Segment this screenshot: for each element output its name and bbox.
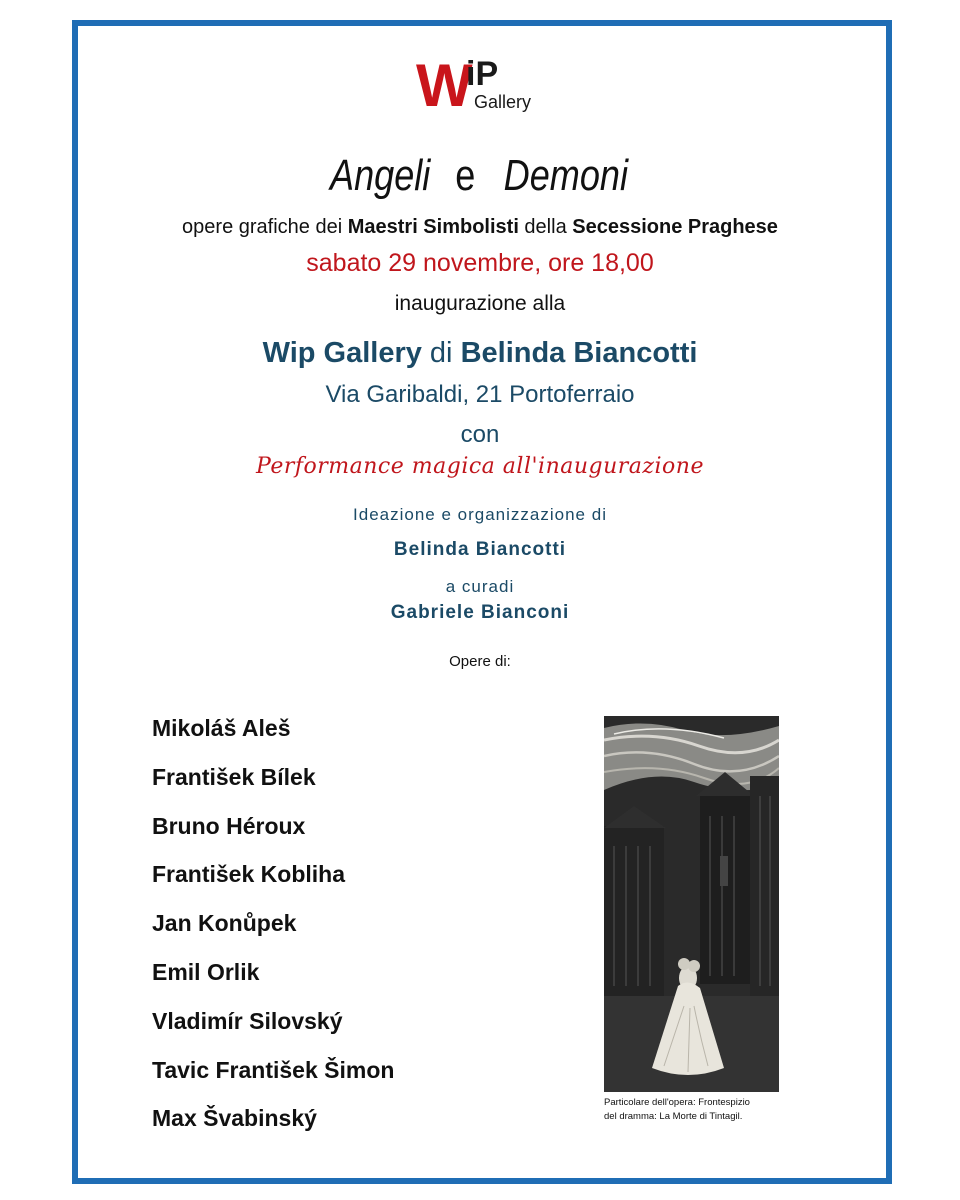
curator-label: a curadi [445, 577, 515, 596]
caption-line-1: Particolare dell'opera: Frontespizio [604, 1097, 750, 1108]
subtitle-bold-2: Secessione Praghese [572, 216, 778, 238]
artist-item: Mikoláš Aleš [152, 715, 291, 741]
venue-owner: Belinda Biancotti [460, 337, 698, 369]
wip-gallery-logo [416, 52, 546, 119]
title-connector: e [455, 151, 476, 200]
artist-item: Jan Konůpek [152, 910, 297, 937]
subtitle-text-1: opere grafiche dei [182, 216, 348, 238]
subtitle-text-2: della [518, 216, 573, 238]
artist-list [152, 710, 394, 1149]
artist-item: František Bílek [152, 763, 316, 790]
works-label: Opere di: [449, 653, 511, 670]
title-angeli: Angeli [329, 151, 430, 200]
venue-address: Via Garibaldi, 21 Portoferraio [325, 381, 635, 408]
logo-letters-ip: iP [466, 55, 499, 93]
performance-text: Performance magica all'inaugurazione [256, 454, 704, 479]
con-text: con [460, 421, 500, 448]
venue-line [0, 335, 960, 371]
inauguration-text: inaugurazione alla [394, 292, 566, 315]
artist-item: František Kobliha [152, 861, 345, 888]
exhibition-subtitle [0, 214, 960, 240]
artwork-caption [604, 1096, 804, 1124]
artwork-illustration [604, 716, 779, 1092]
artist-item: Max Švabinský [152, 1105, 317, 1132]
subtitle-bold-1: Maestri Simbolisti [347, 216, 519, 238]
event-date: sabato 29 novembre, ore 18,00 [306, 249, 654, 277]
venue-connector: di [421, 337, 461, 369]
exhibition-title [0, 148, 960, 204]
organization-label: Ideazione e organizzazione di [353, 505, 607, 524]
logo-gallery-text: Gallery [474, 92, 532, 112]
artist-item: Bruno Héroux [152, 812, 306, 839]
organizer-name: Belinda Biancotti [393, 539, 567, 560]
caption-line-2: del dramma: La Morte di Tintagil. [604, 1111, 743, 1122]
artist-item: Tavic František Šimon [152, 1056, 395, 1083]
curator-name: Gabriele Bianconi [390, 602, 570, 623]
title-demoni: Demoni [503, 151, 628, 200]
venue-name: Wip Gallery [262, 337, 422, 369]
logo-letter-w: W [416, 52, 470, 119]
artist-item: Emil Orlik [152, 958, 260, 985]
artist-item: Vladimír Silovský [152, 1007, 343, 1034]
